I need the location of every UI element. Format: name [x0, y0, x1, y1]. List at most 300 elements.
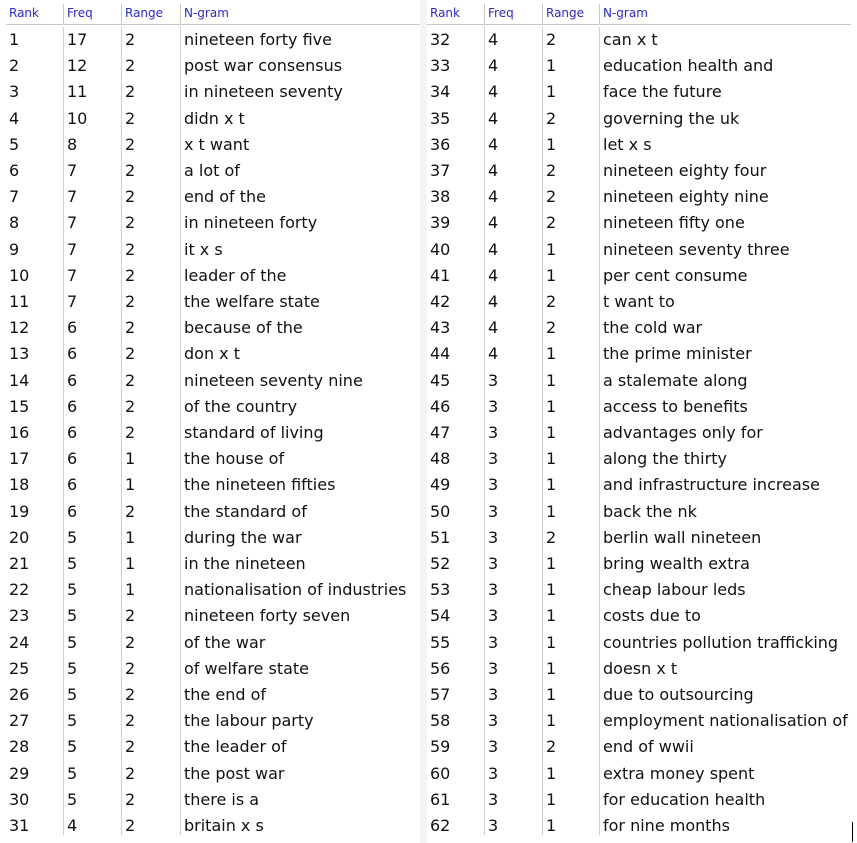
table-row[interactable]: [427, 472, 851, 498]
freq-cell: 6: [67, 501, 78, 521]
range-cell: 1: [125, 449, 136, 469]
rank-cell: 60: [430, 763, 451, 783]
table-row[interactable]: [427, 446, 851, 472]
range-cell: 2: [125, 108, 136, 128]
rank-cell: 58: [430, 711, 451, 731]
range-cell: 1: [546, 763, 557, 783]
header-divider[interactable]: [599, 4, 600, 24]
ngram-cell: because of the: [184, 318, 303, 338]
freq-cell: 6: [67, 449, 78, 469]
ngram-cell: there is a: [184, 789, 260, 809]
rank-cell: 29: [9, 763, 30, 783]
range-cell: 2: [125, 161, 136, 180]
table-row[interactable]: [427, 787, 851, 813]
panel-divider: [420, 0, 427, 843]
range-cell: 1: [546, 658, 557, 678]
table-row[interactable]: [427, 237, 851, 263]
range-cell: 2: [125, 396, 136, 416]
table-row[interactable]: [6, 341, 420, 367]
range-cell: 1: [546, 816, 557, 835]
range-cell: 1: [546, 789, 557, 809]
freq-cell: 11: [67, 82, 88, 102]
ngram-cell: nineteen seventy three: [603, 239, 790, 259]
ngram-cell: a lot of: [184, 161, 240, 180]
freq-cell: 6: [67, 344, 78, 364]
ngram-cell: the prime minister: [603, 344, 752, 364]
rank-cell: 56: [430, 658, 451, 678]
range-cell: 2: [546, 30, 557, 49]
freq-cell: 6: [67, 423, 78, 442]
range-cell: 2: [125, 56, 136, 76]
ngram-cell: per cent consume: [603, 265, 748, 285]
column-header-rank[interactable]: Rank: [430, 6, 460, 20]
table-row[interactable]: [427, 132, 851, 158]
ngram-cell: the house of: [184, 449, 285, 469]
column-header-freq[interactable]: Freq: [67, 6, 93, 20]
rank-cell: 25: [9, 658, 30, 678]
range-cell: 1: [546, 606, 557, 626]
ngram-cell: in the nineteen: [184, 554, 306, 573]
freq-cell: 3: [488, 527, 499, 547]
table-row[interactable]: [6, 132, 420, 158]
table-row[interactable]: [6, 263, 420, 289]
freq-cell: 4: [488, 213, 499, 233]
rank-cell: 23: [9, 606, 30, 626]
freq-cell: 7: [67, 187, 78, 207]
rank-cell: 36: [430, 134, 451, 154]
range-cell: 1: [125, 475, 136, 495]
rank-cell: 15: [9, 396, 30, 416]
ngram-cell: the cold war: [603, 318, 703, 338]
freq-cell: 6: [67, 396, 78, 416]
rank-cell: 22: [9, 580, 30, 600]
table-row[interactable]: [427, 289, 851, 315]
freq-cell: 4: [488, 161, 499, 180]
ngram-cell: the nineteen fifties: [184, 475, 336, 495]
table-row[interactable]: [6, 420, 420, 446]
range-cell: 2: [125, 789, 136, 809]
ngram-cell: a stalemate along: [603, 370, 748, 390]
column-header-rank[interactable]: Rank: [9, 6, 39, 20]
rank-cell: 33: [430, 56, 451, 76]
freq-cell: 5: [67, 789, 78, 809]
table-row[interactable]: [427, 210, 851, 236]
ngram-cell: t want to: [603, 292, 675, 311]
range-cell: 1: [546, 344, 557, 364]
range-cell: 2: [125, 711, 136, 731]
table-row[interactable]: [427, 630, 851, 656]
table-row[interactable]: [427, 656, 851, 682]
table-row[interactable]: [427, 682, 851, 708]
rank-cell: 12: [9, 318, 30, 338]
range-cell: 2: [546, 318, 557, 338]
table-row[interactable]: [6, 315, 420, 341]
rank-cell: 51: [430, 527, 451, 547]
rank-cell: 28: [9, 737, 30, 757]
rank-cell: 35: [430, 108, 451, 128]
rank-cell: 8: [9, 213, 20, 233]
freq-cell: 6: [67, 370, 78, 390]
rank-cell: 44: [430, 344, 451, 364]
rank-cell: 34: [430, 82, 451, 102]
table-row[interactable]: [427, 499, 851, 525]
table-row[interactable]: [427, 184, 851, 210]
ngram-cell: advantages only for: [603, 423, 763, 442]
rank-cell: 37: [430, 161, 451, 180]
table-row[interactable]: [427, 761, 851, 787]
ngram-cell: let x s: [603, 134, 652, 154]
range-cell: 2: [125, 344, 136, 364]
column-header-range[interactable]: Range: [546, 6, 585, 20]
ngram-cell: x t want: [184, 134, 250, 154]
ngram-cell: due to outsourcing: [603, 685, 754, 704]
table-row[interactable]: [427, 708, 851, 734]
table-row[interactable]: [6, 708, 420, 734]
rank-cell: 53: [430, 580, 451, 600]
freq-cell: 8: [67, 134, 78, 154]
freq-cell: 3: [488, 606, 499, 626]
range-cell: 1: [546, 554, 557, 573]
rank-cell: 38: [430, 187, 451, 207]
table-row[interactable]: [427, 315, 851, 341]
freq-cell: 17: [67, 30, 88, 49]
rank-cell: 39: [430, 213, 451, 233]
table-row[interactable]: [427, 263, 851, 289]
rank-cell: 54: [430, 606, 451, 626]
range-cell: 2: [125, 685, 136, 704]
rank-cell: 13: [9, 344, 30, 364]
range-cell: 1: [546, 449, 557, 469]
table-row[interactable]: [427, 551, 851, 577]
table-row[interactable]: [427, 368, 851, 394]
range-cell: 2: [125, 370, 136, 390]
freq-cell: 4: [488, 344, 499, 364]
header-divider[interactable]: [484, 4, 485, 24]
freq-cell: 3: [488, 711, 499, 731]
rank-cell: 5: [9, 134, 20, 154]
freq-cell: 3: [488, 789, 499, 809]
rank-cell: 42: [430, 292, 451, 311]
rank-cell: 30: [9, 789, 30, 809]
range-cell: 2: [125, 30, 136, 49]
range-cell: 2: [125, 187, 136, 207]
ngram-cell: along the thirty: [603, 449, 727, 469]
ngram-table-right: [427, 0, 851, 843]
ngram-cell: back the nk: [603, 501, 697, 521]
rank-cell: 55: [430, 632, 451, 652]
ngram-cell: governing the uk: [603, 108, 740, 128]
table-row[interactable]: [427, 394, 851, 420]
table-row[interactable]: [6, 472, 420, 498]
table-row[interactable]: [6, 394, 420, 420]
table-row[interactable]: [6, 734, 420, 760]
ngram-cell: of the country: [184, 396, 298, 416]
rank-cell: 14: [9, 370, 30, 390]
rank-cell: 7: [9, 187, 20, 207]
ngram-cell: don x t: [184, 344, 240, 364]
range-cell: 2: [546, 161, 557, 180]
ngram-cell: didn x t: [184, 108, 245, 128]
rank-cell: 43: [430, 318, 451, 338]
table-row[interactable]: [427, 106, 851, 132]
rank-cell: 16: [9, 423, 30, 442]
table-row[interactable]: [6, 53, 420, 79]
freq-cell: 3: [488, 658, 499, 678]
table-row[interactable]: [427, 79, 851, 105]
range-cell: 2: [125, 239, 136, 259]
ngram-cell: extra money spent: [603, 763, 755, 783]
column-header-range[interactable]: Range: [125, 6, 164, 20]
rank-cell: 26: [9, 685, 30, 704]
table-row[interactable]: [427, 813, 851, 839]
ngram-cell: of the war: [184, 632, 266, 652]
rank-cell: 17: [9, 449, 30, 469]
range-cell: 1: [546, 239, 557, 259]
range-cell: 2: [125, 763, 136, 783]
table-row[interactable]: [6, 656, 420, 682]
freq-cell: 5: [67, 711, 78, 731]
table-row[interactable]: [6, 551, 420, 577]
table-row[interactable]: [6, 630, 420, 656]
freq-cell: 3: [488, 632, 499, 652]
table-row[interactable]: [6, 603, 420, 629]
table-header: [427, 0, 851, 25]
ngram-cell: nineteen eighty nine: [603, 187, 769, 207]
ngram-cell: can x t: [603, 30, 658, 49]
range-cell: 2: [125, 658, 136, 678]
rank-cell: 24: [9, 632, 30, 652]
rank-cell: 20: [9, 527, 30, 547]
ngram-table-left: [6, 0, 420, 843]
freq-cell: 5: [67, 685, 78, 704]
range-cell: 1: [546, 711, 557, 731]
freq-cell: 5: [67, 606, 78, 626]
column-header-ngram[interactable]: N-gram: [184, 6, 229, 20]
freq-cell: 4: [488, 187, 499, 207]
ngram-cell: bring wealth extra: [603, 554, 750, 573]
header-divider[interactable]: [542, 4, 543, 24]
rank-cell: 21: [9, 554, 30, 573]
ngram-cell: end of the: [184, 187, 266, 207]
ngram-cell: access to benefits: [603, 396, 748, 416]
table-row[interactable]: [427, 734, 851, 760]
freq-cell: 7: [67, 239, 78, 259]
freq-cell: 4: [488, 239, 499, 259]
rank-cell: 10: [9, 265, 30, 285]
freq-cell: 5: [67, 658, 78, 678]
header-divider[interactable]: [121, 4, 122, 24]
range-cell: 2: [546, 527, 557, 547]
header-divider[interactable]: [63, 4, 64, 24]
rank-cell: 61: [430, 789, 451, 809]
ngram-cell: nineteen forty five: [184, 30, 332, 49]
range-cell: 2: [125, 82, 136, 102]
ngram-cell: britain x s: [184, 816, 264, 835]
rank-cell: 18: [9, 475, 30, 495]
ngram-cell: in nineteen forty: [184, 213, 318, 233]
rank-cell: 3: [9, 82, 20, 102]
freq-cell: 3: [488, 501, 499, 521]
range-cell: 2: [125, 632, 136, 652]
table-row[interactable]: [6, 499, 420, 525]
table-row[interactable]: [6, 813, 420, 839]
table-row[interactable]: [6, 525, 420, 551]
ngram-cell: berlin wall nineteen: [603, 527, 762, 547]
rank-cell: 45: [430, 370, 451, 390]
range-cell: 2: [546, 108, 557, 128]
ngram-cell: countries pollution trafficking: [603, 632, 839, 652]
range-cell: 2: [125, 816, 136, 835]
range-cell: 1: [546, 580, 557, 600]
freq-cell: 4: [488, 265, 499, 285]
ngram-cell: education health and: [603, 56, 774, 76]
freq-cell: 4: [488, 30, 499, 49]
ngram-cell: the leader of: [184, 737, 287, 757]
table-row[interactable]: [6, 682, 420, 708]
rank-cell: 48: [430, 449, 451, 469]
table-row[interactable]: [427, 53, 851, 79]
ngram-cell: standard of living: [184, 423, 324, 442]
freq-cell: 3: [488, 580, 499, 600]
freq-cell: 3: [488, 423, 499, 442]
range-cell: 1: [546, 370, 557, 390]
freq-cell: 3: [488, 370, 499, 390]
table-row[interactable]: [6, 184, 420, 210]
range-cell: 2: [125, 737, 136, 757]
table-row[interactable]: [6, 446, 420, 472]
range-cell: 2: [546, 213, 557, 233]
ngram-cell: nineteen forty seven: [184, 606, 351, 626]
freq-cell: 12: [67, 56, 88, 76]
rank-cell: 2: [9, 56, 20, 76]
rank-cell: 49: [430, 475, 451, 495]
freq-cell: 7: [67, 265, 78, 285]
ngram-cell: face the future: [603, 82, 722, 102]
table-row[interactable]: [6, 237, 420, 263]
rank-cell: 31: [9, 816, 30, 835]
freq-cell: 5: [67, 580, 78, 600]
freq-cell: 7: [67, 213, 78, 233]
header-divider[interactable]: [180, 4, 181, 24]
freq-cell: 4: [67, 816, 78, 835]
rank-cell: 40: [430, 239, 451, 259]
range-cell: 2: [125, 423, 136, 442]
range-cell: 1: [546, 475, 557, 495]
ngram-cell: of welfare state: [184, 658, 310, 678]
ngram-cell: costs due to: [603, 606, 701, 626]
table-header: [6, 0, 420, 25]
range-cell: 1: [546, 56, 557, 76]
range-cell: 2: [546, 737, 557, 757]
table-row[interactable]: [427, 525, 851, 551]
ngram-cell: the welfare state: [184, 292, 320, 311]
rank-cell: 1: [9, 30, 20, 49]
freq-cell: 6: [67, 318, 78, 338]
table-row[interactable]: [427, 341, 851, 367]
range-cell: 2: [546, 292, 557, 311]
freq-cell: 4: [488, 56, 499, 76]
range-cell: 2: [125, 606, 136, 626]
rank-cell: 59: [430, 737, 451, 757]
range-cell: 1: [546, 632, 557, 652]
range-cell: 2: [125, 265, 136, 285]
table-row[interactable]: [427, 27, 851, 53]
ngram-cell: post war consensus: [184, 56, 343, 76]
scrollbar-edge[interactable]: [852, 822, 853, 842]
freq-cell: 10: [67, 108, 88, 128]
range-cell: 2: [546, 187, 557, 207]
freq-cell: 3: [488, 816, 499, 835]
table-row[interactable]: [6, 577, 420, 603]
freq-cell: 5: [67, 737, 78, 757]
freq-cell: 3: [488, 737, 499, 757]
freq-cell: 5: [67, 632, 78, 652]
rank-cell: 57: [430, 685, 451, 704]
table-row[interactable]: [427, 158, 851, 184]
ngram-cell: nationalisation of industries: [184, 580, 407, 600]
table-row[interactable]: [6, 289, 420, 315]
table-row[interactable]: [6, 210, 420, 236]
ngram-cell: nineteen eighty four: [603, 161, 767, 180]
table-row[interactable]: [427, 420, 851, 446]
freq-cell: 4: [488, 82, 499, 102]
rank-cell: 4: [9, 108, 20, 128]
ngram-cell: it x s: [184, 239, 223, 259]
table-row[interactable]: [6, 158, 420, 184]
ngram-cell: nineteen seventy nine: [184, 370, 363, 390]
freq-cell: 3: [488, 475, 499, 495]
column-header-ngram[interactable]: N-gram: [603, 6, 648, 20]
range-cell: 1: [546, 265, 557, 285]
rank-cell: 46: [430, 396, 451, 416]
ngram-cell: the labour party: [184, 711, 314, 731]
range-cell: 1: [546, 423, 557, 442]
table-row[interactable]: [6, 106, 420, 132]
range-cell: 1: [546, 501, 557, 521]
table-row[interactable]: [6, 27, 420, 53]
table-row[interactable]: [6, 368, 420, 394]
table-row[interactable]: [6, 787, 420, 813]
freq-cell: 4: [488, 108, 499, 128]
ngram-cell: the standard of: [184, 501, 307, 521]
ngram-cell: and infrastructure increase: [603, 475, 820, 495]
ngram-cell: nineteen fifty one: [603, 213, 745, 233]
table-row[interactable]: [6, 79, 420, 105]
rank-cell: 11: [9, 292, 30, 311]
ngram-cell: for nine months: [603, 816, 731, 835]
freq-cell: 6: [67, 475, 78, 495]
ngram-cell: for education health: [603, 789, 766, 809]
range-cell: 2: [125, 292, 136, 311]
ngram-cell: end of wwii: [603, 737, 694, 757]
rank-cell: 52: [430, 554, 451, 573]
table-row[interactable]: [427, 577, 851, 603]
rank-cell: 6: [9, 161, 20, 180]
range-cell: 1: [546, 685, 557, 704]
range-cell: 2: [125, 213, 136, 233]
ngram-cell: leader of the: [184, 265, 287, 285]
freq-cell: 3: [488, 449, 499, 469]
table-row[interactable]: [427, 603, 851, 629]
table-row[interactable]: [6, 761, 420, 787]
rank-cell: 62: [430, 816, 451, 835]
rank-cell: 41: [430, 265, 451, 285]
range-cell: 2: [125, 318, 136, 338]
range-cell: 1: [546, 134, 557, 154]
rank-cell: 50: [430, 501, 451, 521]
freq-cell: 4: [488, 134, 499, 154]
column-header-freq[interactable]: Freq: [488, 6, 514, 20]
